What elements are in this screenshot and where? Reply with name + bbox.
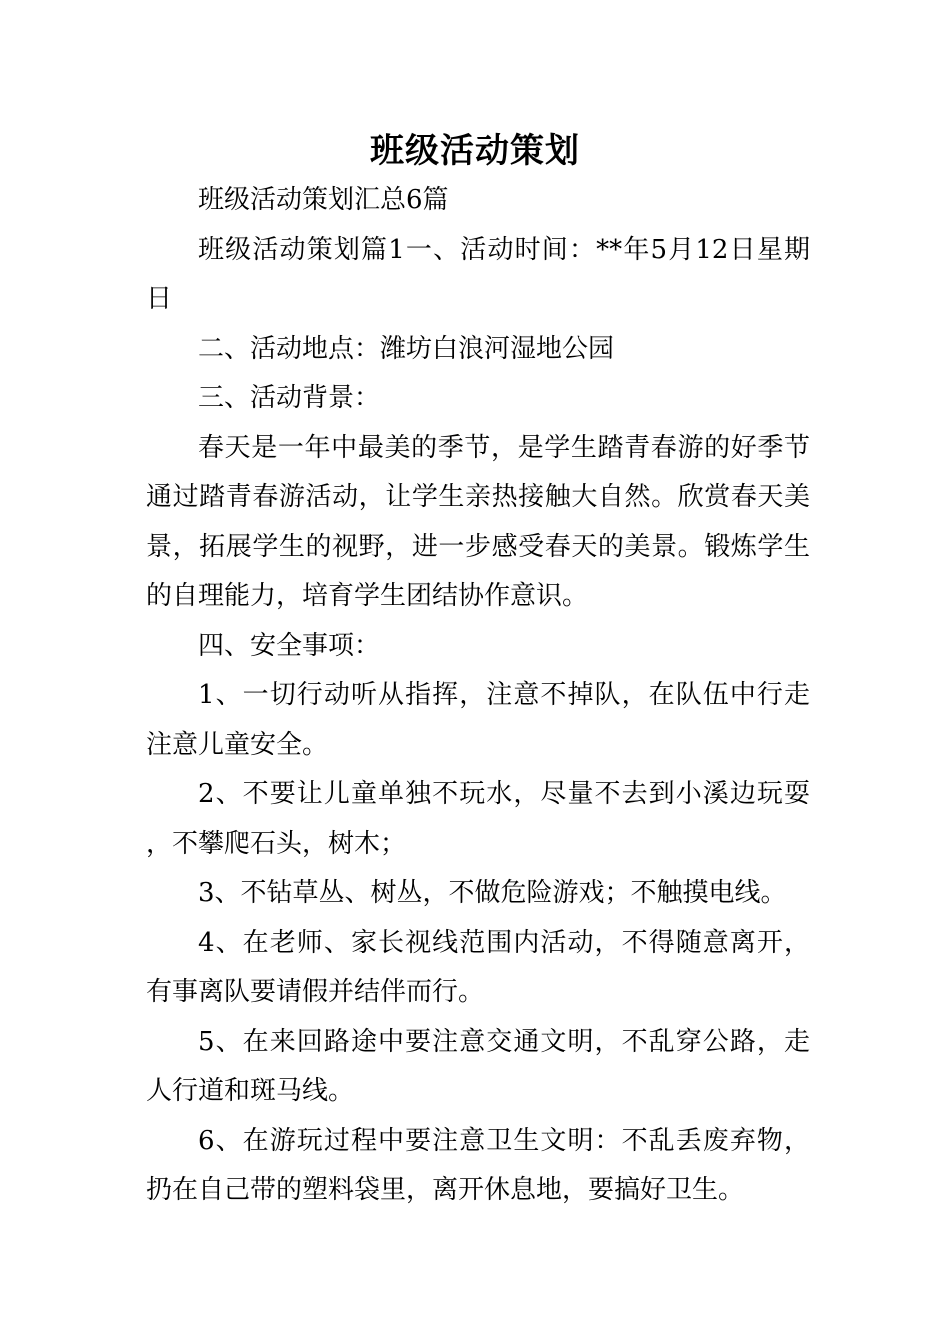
paragraph-safety-item-1: 1、一切行动听从指挥，注意不掉队，在队伍中行走注意儿童安全。 — [146, 680, 810, 760]
paragraph-safety-heading: 四、安全事项： — [198, 630, 381, 661]
paragraph-safety-item-4: 4、在老师、家长视线范围内活动，不得随意离开，有事离队要请假并结伴而行。 — [146, 927, 810, 1007]
paragraph-summary: 班级活动策划汇总6篇 — [198, 185, 449, 215]
paragraph-activity-location: 二、活动地点：潍坊白浪河湿地公园 — [198, 333, 615, 364]
paragraph-safety-item-6: 6、在游玩过程中要注意卫生文明：不乱丢废弃物，扔在自己带的塑料袋里，离开休息地，要搞好卫生。 — [146, 1125, 810, 1205]
paragraph-background-heading: 三、活动背景： — [198, 383, 381, 413]
paragraph-safety-item-3: 3、不钻草丛、树丛，不做危险游戏；不触摸电线。 — [198, 878, 787, 908]
paragraph-background-text: 春天是一年中最美的季节，是学生踏青春游的好季节通过踏青春游活动，让学生亲热接触大自然。欣赏春天美景，拓展学生的视野，进一步感受春天的美景。锻炼学生的自理能力，培育学生团结协作意识。 — [146, 432, 810, 611]
paragraph-activity-time: 班级活动策划篇1一、活动时间：**年5月12日星期日 — [146, 234, 810, 314]
paragraph-safety-item-5: 5、在来回路途中要注意交通文明，不乱穿公路，走人行道和斑马线。 — [146, 1026, 810, 1106]
paragraph-safety-item-2: 2、不要让儿童单独不玩水，尽量不去到小溪边玩耍，不攀爬石头，树木； — [146, 779, 810, 859]
document-body — [146, 176, 810, 1216]
document-title: 班级活动策划 — [370, 131, 580, 171]
